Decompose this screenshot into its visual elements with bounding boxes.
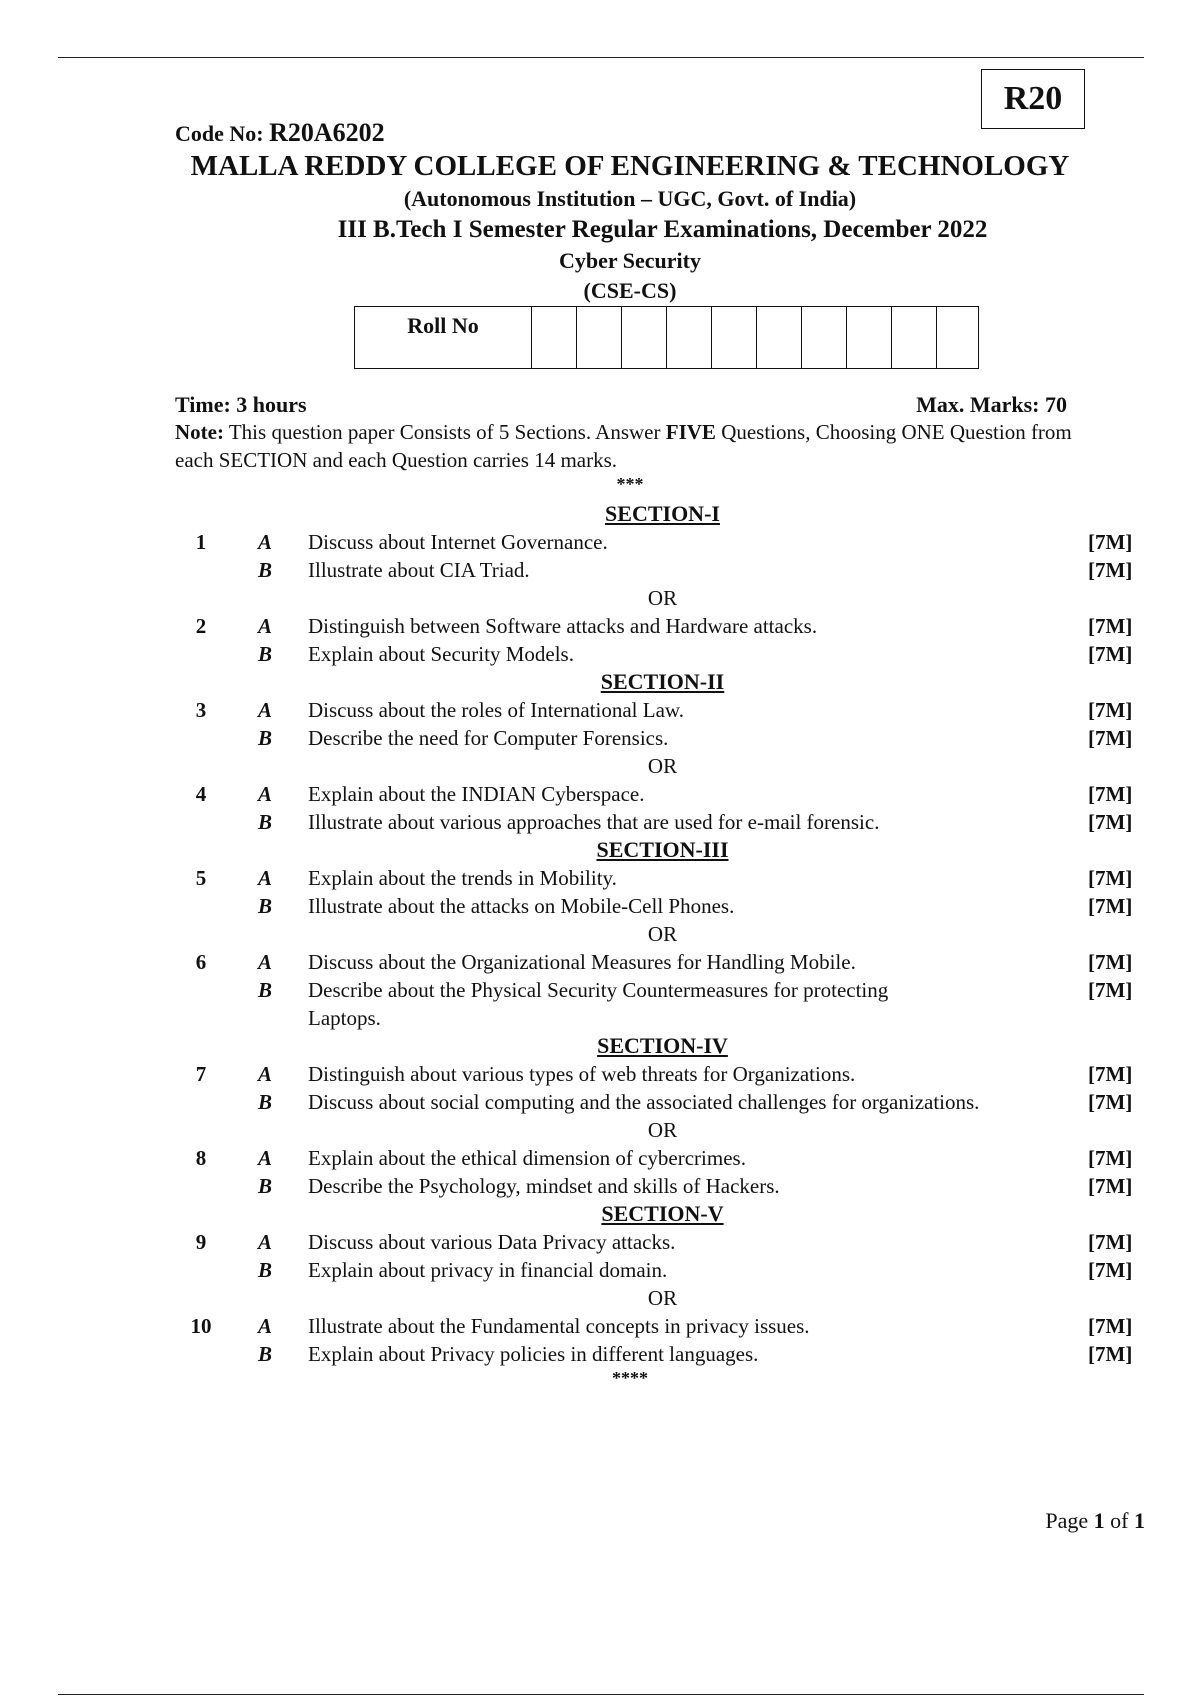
question-row xyxy=(0,864,1200,892)
part-label: B xyxy=(258,1342,273,1366)
roll-number-cell[interactable] xyxy=(622,307,667,368)
question-text: Discuss about various Data Privacy attacks. xyxy=(308,1230,676,1254)
part-label: B xyxy=(258,894,273,918)
question-row xyxy=(0,948,1200,976)
exam-title: III B.Tech I Semester Regular Examinations, December 2022 xyxy=(337,216,988,243)
part-label: B xyxy=(258,726,273,750)
part-label: A xyxy=(258,866,273,890)
marks-label: [7M] xyxy=(1088,530,1133,554)
page-current: 1 xyxy=(1093,1508,1105,1533)
question-text: Illustrate about the attacks on Mobile-Cell Phones. xyxy=(308,894,735,918)
question-row xyxy=(0,1172,1200,1200)
marks-label: [7M] xyxy=(1088,698,1133,722)
page-of: of xyxy=(1110,1508,1129,1533)
part-label: B xyxy=(258,642,273,666)
note-emphasis: FIVE xyxy=(665,420,716,444)
question-text: Explain about privacy in financial domain. xyxy=(308,1258,668,1282)
question-text: Describe the need for Computer Forensics. xyxy=(308,726,669,750)
question-number: 7 xyxy=(195,1062,207,1086)
question-text: Explain about the INDIAN Cyberspace. xyxy=(308,782,645,806)
question-row xyxy=(0,1256,1200,1284)
separator-stars-bottom: **** xyxy=(612,1368,648,1388)
section-heading: SECTION-I xyxy=(605,501,720,526)
question-text: Explain about Security Models. xyxy=(308,642,574,666)
marks-label: [7M] xyxy=(1088,978,1133,1002)
marks-label: [7M] xyxy=(1088,726,1133,750)
question-row xyxy=(0,696,1200,724)
question-row xyxy=(0,1144,1200,1172)
section-heading: SECTION-II xyxy=(600,669,725,694)
part-label: B xyxy=(258,978,273,1002)
code-number xyxy=(175,118,385,148)
question-text: Distinguish between Software attacks and Hardware attacks. xyxy=(308,614,818,638)
question-row xyxy=(0,724,1200,752)
separator-stars-top: *** xyxy=(616,474,644,494)
question-number: 2 xyxy=(195,614,207,638)
marks-label: [7M] xyxy=(1088,1174,1133,1198)
part-label: B xyxy=(258,1174,273,1198)
part-label: A xyxy=(258,950,273,974)
marks-label: [7M] xyxy=(1088,866,1133,890)
part-label: A xyxy=(258,530,273,554)
roll-number-cell[interactable] xyxy=(667,307,712,368)
top-rule xyxy=(58,57,1144,58)
part-label: A xyxy=(258,614,273,638)
question-text: Explain about the trends in Mobility. xyxy=(308,866,617,890)
question-text: Discuss about Internet Governance. xyxy=(308,530,608,554)
question-text: Discuss about the roles of International Law. xyxy=(308,698,684,722)
question-row xyxy=(0,1060,1200,1088)
part-label: B xyxy=(258,1090,273,1114)
max-marks: Max. Marks: 70 xyxy=(916,392,1067,417)
marks-label: [7M] xyxy=(1088,1314,1133,1338)
question-row xyxy=(0,1228,1200,1256)
page-prefix: Page xyxy=(1045,1508,1089,1533)
college-name: MALLA REDDY COLLEGE OF ENGINEERING & TECHNOLOGY xyxy=(190,150,1070,182)
marks-label: [7M] xyxy=(1088,614,1133,638)
or-divider: OR xyxy=(647,1286,678,1310)
question-text: Explain about the ethical dimension of cybercrimes. xyxy=(308,1146,746,1170)
roll-number-cell[interactable] xyxy=(532,307,577,368)
marks-label: [7M] xyxy=(1088,894,1133,918)
bottom-rule xyxy=(58,1694,1144,1695)
question-row xyxy=(0,892,1200,920)
question-row xyxy=(0,612,1200,640)
question-text: Explain about Privacy policies in different languages. xyxy=(308,1342,759,1366)
part-label: A xyxy=(258,782,273,806)
question-number: 1 xyxy=(195,530,207,554)
question-text: Discuss about the Organizational Measures for Handling Mobile. xyxy=(308,950,856,974)
question-row xyxy=(0,556,1200,584)
question-row xyxy=(0,1340,1200,1368)
question-text: Illustrate about CIA Triad. xyxy=(308,558,530,582)
page-number xyxy=(1045,1508,1145,1534)
marks-label: [7M] xyxy=(1088,1090,1133,1114)
note-text-1: This question paper Consists of 5 Sections. Answer xyxy=(228,420,661,444)
question-row xyxy=(0,808,1200,836)
roll-number-grid xyxy=(354,306,979,369)
roll-number-cell[interactable] xyxy=(577,307,622,368)
part-label: A xyxy=(258,1062,273,1086)
question-row xyxy=(0,1088,1200,1116)
marks-label: [7M] xyxy=(1088,558,1133,582)
note-text-2: Questions, Choosing ONE Question from each SECTION and each Question carries 14 marks. xyxy=(175,420,1072,472)
question-row xyxy=(0,1312,1200,1340)
marks-label: [7M] xyxy=(1088,782,1133,806)
question-row xyxy=(0,640,1200,668)
question-text: Distinguish about various types of web threats for Organizations. xyxy=(308,1062,856,1086)
roll-number-cell[interactable] xyxy=(937,307,978,368)
code-value: R20A6202 xyxy=(269,118,385,147)
section-heading: SECTION-IV xyxy=(597,1033,728,1058)
roll-number-cell[interactable] xyxy=(757,307,802,368)
section-heading: SECTION-III xyxy=(596,837,729,862)
or-divider: OR xyxy=(647,586,678,610)
roll-number-cell[interactable] xyxy=(892,307,937,368)
question-row xyxy=(0,976,1200,1032)
question-text: Describe about the Physical Security Countermeasures for protecting Laptops. xyxy=(308,978,889,1030)
part-label: A xyxy=(258,1146,273,1170)
institution-line: (Autonomous Institution – UGC, Govt. of India) xyxy=(403,186,857,211)
branch-name: (CSE-CS) xyxy=(583,278,677,303)
page-total: 1 xyxy=(1134,1508,1145,1533)
roll-number-label: Roll No xyxy=(355,307,532,368)
marks-label: [7M] xyxy=(1088,1230,1133,1254)
marks-label: [7M] xyxy=(1088,810,1133,834)
marks-label: [7M] xyxy=(1088,1062,1133,1086)
part-label: A xyxy=(258,698,273,722)
question-text: Illustrate about the Fundamental concepts in privacy issues. xyxy=(308,1314,810,1338)
question-number: 5 xyxy=(195,866,207,890)
instructions-note xyxy=(175,418,1085,474)
marks-label: [7M] xyxy=(1088,1258,1133,1282)
part-label: B xyxy=(258,810,273,834)
or-divider: OR xyxy=(647,754,678,778)
section-heading: SECTION-V xyxy=(601,1201,724,1226)
part-label: B xyxy=(258,558,273,582)
part-label: A xyxy=(258,1230,273,1254)
question-number: 4 xyxy=(195,782,207,806)
question-number: 3 xyxy=(195,698,207,722)
question-text: Illustrate about various approaches that are used for e-mail forensic. xyxy=(308,810,880,834)
marks-label: [7M] xyxy=(1088,1342,1133,1366)
question-row xyxy=(0,780,1200,808)
marks-label: [7M] xyxy=(1088,1146,1133,1170)
marks-label: [7M] xyxy=(1088,950,1133,974)
roll-number-cell[interactable] xyxy=(712,307,757,368)
exam-duration: Time: 3 hours xyxy=(175,392,307,417)
part-label: B xyxy=(258,1258,273,1282)
question-number: 6 xyxy=(195,950,207,974)
roll-number-cell[interactable] xyxy=(847,307,892,368)
subject-name: Cyber Security xyxy=(559,248,701,273)
part-label: A xyxy=(258,1314,273,1338)
or-divider: OR xyxy=(647,922,678,946)
question-row xyxy=(0,528,1200,556)
roll-number-cell[interactable] xyxy=(802,307,847,368)
question-text: Describe the Psychology, mindset and skills of Hackers. xyxy=(308,1174,780,1198)
question-text: Discuss about social computing and the associated challenges for organizations. xyxy=(308,1090,980,1114)
question-list xyxy=(0,500,1200,1388)
question-number: 9 xyxy=(195,1230,207,1254)
or-divider: OR xyxy=(647,1118,678,1142)
regulation-badge: R20 xyxy=(981,69,1085,129)
code-label: Code No: xyxy=(175,121,264,146)
question-number: 8 xyxy=(195,1146,207,1170)
note-label: Note: xyxy=(175,420,224,444)
question-number: 10 xyxy=(190,1314,212,1338)
marks-label: [7M] xyxy=(1088,642,1133,666)
